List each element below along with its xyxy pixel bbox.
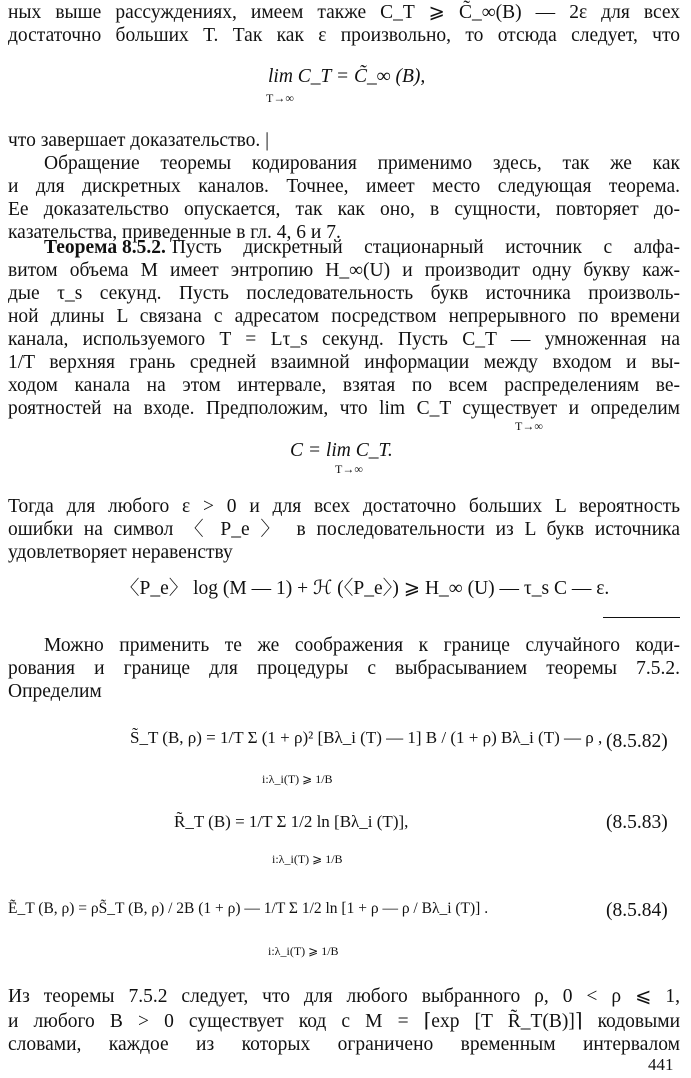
text-line: ходом канала на этом интервале, взятая по всем распределениям ве-: [8, 375, 680, 396]
text-line: Тогда для любого ε > 0 и для всех достаточно больших L вероятность: [8, 496, 680, 517]
equation-8-5-82: S̃_T (B, ρ) = 1/T Σ (1 + ρ)² [Bλ_i (T) — 1] B / (1 + ρ) Bλ_i (T) — ρ ,: [130, 728, 603, 747]
text-line: казательства, приведенные в гл. 4, 6 и 7.: [8, 222, 341, 243]
equation-number: (8.5.83): [606, 812, 668, 833]
text-line: Обращение теоремы кодирования применимо здесь, так же как: [44, 153, 680, 174]
text-line: удовлетворяет неравенству: [8, 542, 233, 563]
sum-index: i:λ_i(T) ⩾ 1/B: [268, 944, 339, 958]
equation-8-5-83: R̃_T (B) = 1/T Σ 1/2 ln [Bλ_i (T)],: [174, 812, 409, 831]
equation-number: (8.5.82): [606, 731, 668, 752]
text-line: Пусть дискретный стационарный источник с алфа-: [171, 237, 680, 258]
text-line: и для дискретных каналов. Точнее, имеет место следующая теорема.: [8, 176, 680, 197]
text-line: и любого B > 0 существует код с M = ⌈exp [T R̃_T(B)]⌉ кодовыми: [8, 1011, 680, 1032]
text-line: 1/T верхняя грань средней взаимной информации между входом и вы-: [8, 352, 680, 373]
fano-inequality: 〈P_e〉 log (M — 1) + ℋ (〈P_e〉) ⩾ H_∞ (U) — τ_s C — ε.: [120, 578, 610, 599]
text-line: Определим: [8, 681, 102, 702]
sum-index: i:λ_i(T) ⩾ 1/B: [262, 772, 333, 786]
end-of-theorem-rule: [603, 617, 680, 618]
limit-subscript: T→∞: [335, 462, 363, 476]
sum-index: i:λ_i(T) ⩾ 1/B: [272, 852, 343, 866]
page-number: 441: [648, 1055, 674, 1074]
text-line: достаточно больших T. Так как ε произвольно, то отсюда следует, что: [8, 25, 680, 46]
capacity-equation: C = lim C_T.: [290, 440, 393, 461]
text-line: ошибки на символ 〈 P_e 〉 в последовательности из L букв источника: [8, 519, 680, 540]
text-line: Ее доказательство опускается, так как оно, в сущности, повторяет до-: [8, 199, 680, 220]
theorem-label: Теорема 8.5.2.: [44, 237, 166, 258]
text-line: витом объема M имеет энтропию H_∞(U) и производит одну букву каж-: [8, 260, 680, 281]
equation-number: (8.5.84): [606, 900, 668, 921]
limit-equation: lim C_T = C̃_∞ (B),: [268, 66, 426, 87]
text-line: канала, используемого T = Lτ_s секунд. Пусть C_T — умноженная на: [8, 329, 680, 350]
text-line: Можно применить те же соображения к границе случайного коди-: [44, 635, 680, 656]
text-line: что завершает доказательство. |: [8, 130, 270, 151]
text-line: Из теоремы 7.5.2 следует, что для любого выбранного ρ, 0 < ρ ⩽ 1,: [8, 986, 680, 1007]
equation-8-5-84: Ẽ_T (B, ρ) = ρS̃_T (B, ρ) / 2B (1 + ρ) — 1/T Σ 1/2 ln [1 + ρ — ρ / Bλ_i (T)] .: [8, 900, 489, 917]
text-line: ной длины L связана с адресатом посредством непрерывного по времени: [8, 306, 680, 327]
text-line: дые τ_s секунд. Пусть последовательность букв источника произволь-: [8, 283, 680, 304]
theorem-first-line: [44, 237, 680, 259]
text-line: роятностей на входе. Предположим, что lim C_T существует и определим: [8, 398, 680, 419]
text-line: ных выше рассуждениях, имеем также C_T ⩾ C̃_∞(B) — 2ε для всех: [8, 2, 680, 23]
limit-subscript: T→∞: [266, 91, 294, 105]
text-line: словами, каждое из которых ограничено временным интервалом: [8, 1034, 680, 1055]
text-line: рования и границе для процедуры с выбрасыванием теоремы 7.5.2.: [8, 658, 680, 679]
limit-subscript: T→∞: [515, 419, 543, 433]
